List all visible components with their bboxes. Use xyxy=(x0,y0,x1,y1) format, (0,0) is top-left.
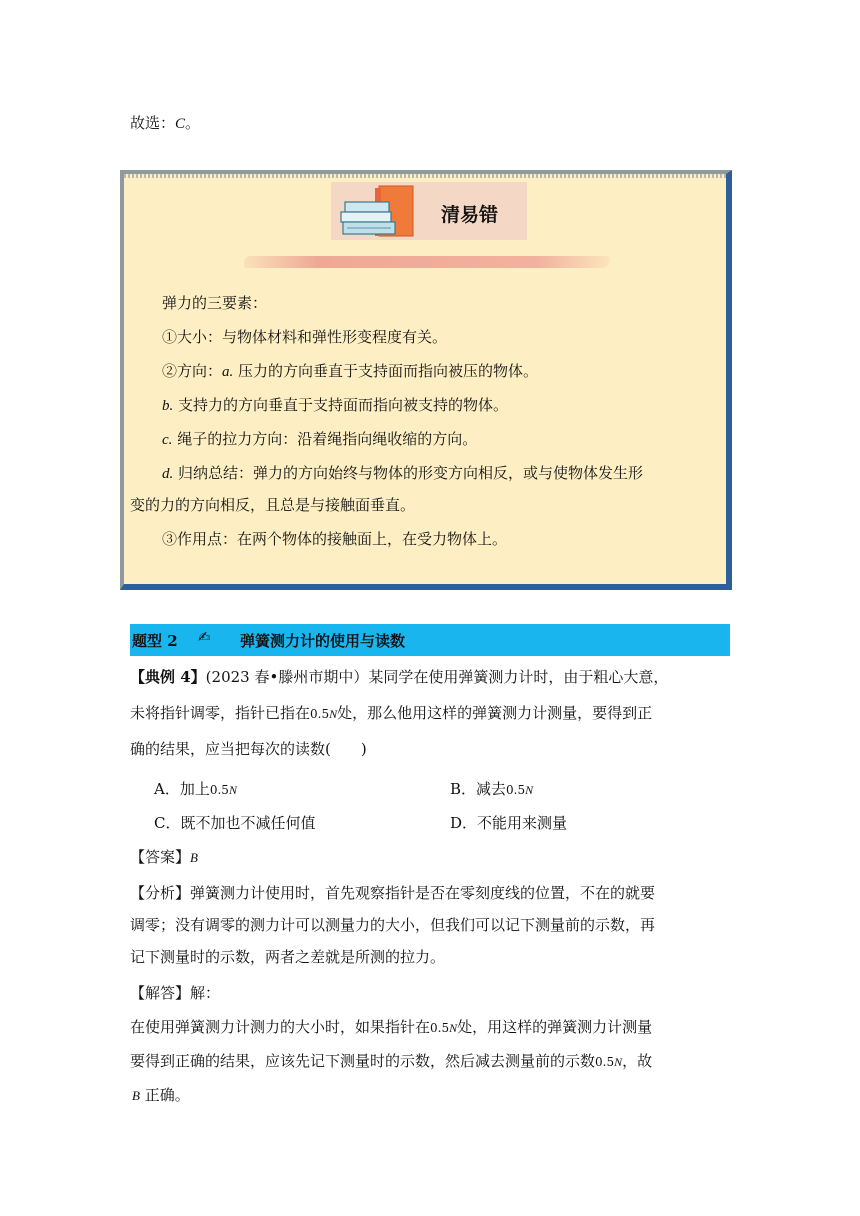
answer-prefix: 故选： xyxy=(130,114,176,132)
option-number: 0.5 xyxy=(506,783,526,797)
answer-label: 【答案】 xyxy=(130,848,191,866)
solution-line-2 xyxy=(130,1050,652,1071)
option-letter: D． xyxy=(450,814,478,832)
example-text-2b: 处，那么他用这样的弹簧测力计测量，要得到正 xyxy=(337,704,653,722)
dir-a-mark: a. xyxy=(222,364,234,380)
dir-a-text: 压力的方向垂直于支持面而指向被压的物体。 xyxy=(233,362,539,380)
solution-unit-2: N xyxy=(614,1055,623,1069)
box-line-direction-b xyxy=(162,394,508,415)
example-text-2a: 未将指针调零，指针已指在 xyxy=(130,704,311,722)
title-plate xyxy=(331,182,527,240)
box-line-direction-d xyxy=(162,462,643,483)
example-text-1: 某同学在使用弹簧测力计时，由于粗心大意， xyxy=(368,668,669,686)
brush-stroke-decoration xyxy=(244,256,610,268)
option-letter: B． xyxy=(450,780,477,798)
example-value: 0.5 xyxy=(310,707,330,721)
example-line-2 xyxy=(130,702,652,723)
option-a xyxy=(154,778,237,799)
option-text: 减去 xyxy=(476,780,507,798)
box-line-direction-c xyxy=(162,428,477,449)
option-text: 既不加也不减任何值 xyxy=(180,814,316,832)
analysis-text-1: 弹簧测力计使用时，首先观察指针是否在零刻度线的位置，不在的就要 xyxy=(190,884,656,902)
option-number: 0.5 xyxy=(209,783,229,797)
box-line-direction-a xyxy=(162,360,538,381)
section-title: 弹簧测力计的使用与读数 xyxy=(240,632,406,650)
dir-prefix: ②方向： xyxy=(162,362,223,380)
section-header xyxy=(130,624,730,656)
solution-line-3 xyxy=(132,1084,190,1105)
solution-text-2b: ，故 xyxy=(622,1052,653,1070)
box-line-direction-d-cont: 变的力的方向相反，且总是与接触面垂直。 xyxy=(130,496,416,514)
answer-line xyxy=(130,846,198,867)
c-mark: c. xyxy=(162,432,173,448)
option-letter: A． xyxy=(154,780,180,798)
option-unit: N xyxy=(525,783,534,797)
example-unit: N xyxy=(329,707,338,721)
solution-text-3: 正确。 xyxy=(139,1086,190,1104)
solution-label: 【解答】解： xyxy=(130,984,221,1002)
example-source: (2023 春•滕州市期中） xyxy=(205,668,369,686)
b-text: 支持力的方向垂直于支持面而指向被支持的物体。 xyxy=(173,396,509,414)
option-c xyxy=(154,812,316,833)
box-line-elements: 弹力的三要素： xyxy=(162,294,268,312)
solution-number-1: 0.5 xyxy=(430,1021,450,1035)
box-title: 清易错 xyxy=(441,204,499,226)
d-mark: d. xyxy=(162,466,174,482)
solution-choice: B xyxy=(132,1088,140,1103)
solution-text-2a: 要得到正确的结果，应该先记下测量时的示数，然后减去测量前的示数 xyxy=(130,1052,596,1070)
box-line-size: ①大小：与物体材料和弹性形变程度有关。 xyxy=(162,328,448,346)
b-mark: b. xyxy=(162,398,174,414)
solution-line-1 xyxy=(130,1016,652,1037)
option-text: 不能用来测量 xyxy=(477,814,568,832)
option-b xyxy=(450,778,533,799)
c-text: 绳子的拉力方向：沿着绳指向绳收缩的方向。 xyxy=(172,430,478,448)
example-line-3: 确的结果，应当把每次的读数( ) xyxy=(130,740,367,758)
d-text: 归纳总结：弹力的方向始终与物体的形变方向相反，或与使物体发生形 xyxy=(173,464,644,482)
error-prone-box xyxy=(120,170,732,590)
pen-icon: ✍ xyxy=(198,628,211,646)
analysis-line-2: 调零；没有调零的测力计可以测量力的大小，但我们可以记下测量前的示数，再 xyxy=(130,916,656,934)
box-dotted-edge xyxy=(124,174,726,178)
section-label: 题型 2 xyxy=(132,632,178,650)
option-d xyxy=(450,812,567,833)
answer-suffix: 。 xyxy=(185,114,201,132)
solution-unit-1: N xyxy=(449,1021,458,1035)
books-icon xyxy=(339,184,425,240)
solution-text-1b: 处，用这样的弹簧测力计测量 xyxy=(457,1018,653,1036)
box-line-point: ③作用点：在两个物体的接触面上，在受力物体上。 xyxy=(162,530,508,548)
solution-text-1a: 在使用弹簧测力计测力的大小时，如果指针在 xyxy=(130,1018,431,1036)
option-text: 加上 xyxy=(179,780,210,798)
analysis-label: 【分析】 xyxy=(130,884,191,902)
option-unit: N xyxy=(228,783,237,797)
example-tag: 【典例 4】 xyxy=(130,668,206,686)
answer-value: B xyxy=(190,850,198,865)
answer-choice: C xyxy=(175,116,186,132)
solution-number-2: 0.5 xyxy=(595,1055,615,1069)
analysis-line-1 xyxy=(130,882,655,903)
option-letter: C． xyxy=(154,814,181,832)
example-line-1 xyxy=(130,666,668,687)
analysis-line-3: 记下测量时的示数，两者之差就是所测的拉力。 xyxy=(130,948,446,966)
top-answer xyxy=(130,112,200,133)
